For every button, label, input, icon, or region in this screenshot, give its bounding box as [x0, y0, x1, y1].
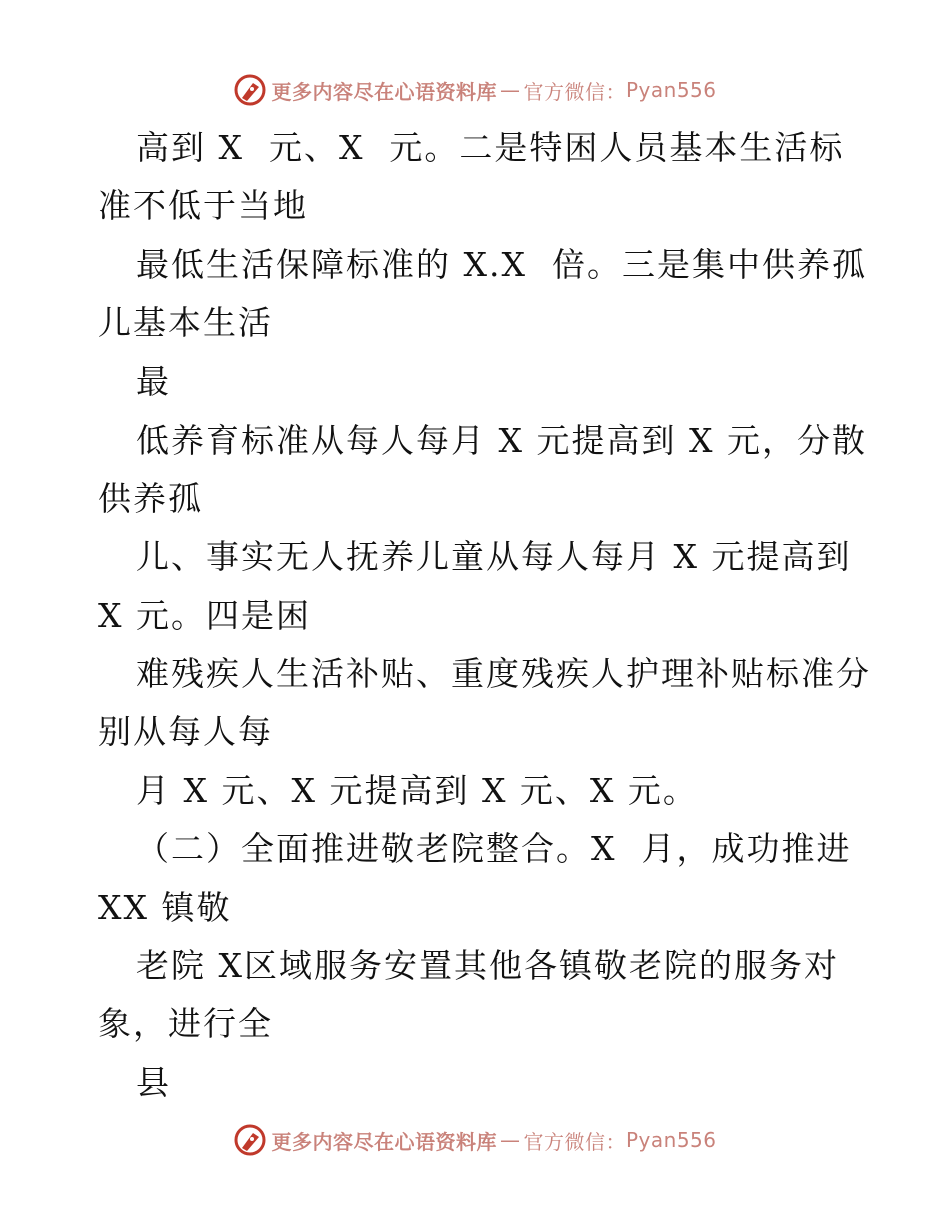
- footer-wechat-label: 官方微信：: [523, 1129, 626, 1154]
- text-line: 准不低于当地: [98, 186, 308, 225]
- text-line: 别从每人每: [98, 712, 273, 751]
- footer-title: 更多内容尽在心语资料库: [271, 1129, 497, 1154]
- text-line: 儿基本生活: [98, 303, 273, 342]
- text-line: X 元。四是困: [98, 596, 311, 635]
- header-dash: —: [499, 78, 521, 102]
- text-line: 难残疾人生活补贴、重度残疾人护理补贴标准分: [136, 654, 871, 693]
- text-line: 高到 X 元、X 元。二是特困人员基本生活标: [136, 128, 845, 167]
- footer-wechat-id: Pyan556: [625, 1128, 717, 1152]
- header-wechat-id: Pyan556: [625, 78, 717, 102]
- text-line: 象，进行全: [98, 1004, 273, 1043]
- footer-dash: —: [499, 1128, 521, 1152]
- header-wechat-label: 官方微信：: [523, 79, 626, 104]
- footer-banner: [0, 1120, 950, 1160]
- text-line: （二）全面推进敬老院整合。X 月，成功推进: [136, 829, 852, 868]
- header-title: 更多内容尽在心语资料库: [271, 79, 497, 104]
- text-line: 月 X 元、X 元提高到 X 元、X 元。: [136, 771, 698, 810]
- text-line: 低养育标准从每人每月 X 元提高到 X 元，分散: [136, 421, 867, 460]
- text-line: 供养孤: [98, 479, 203, 518]
- header-banner: [0, 70, 950, 110]
- text-line: 老院 X区域服务安置其他各镇敬老院的服务对: [136, 946, 839, 985]
- text-line: 县: [136, 1063, 171, 1102]
- text-line: 最: [136, 362, 171, 401]
- pen-nib-logo-icon: [233, 73, 267, 107]
- text-line: 儿、事实无人抚养儿童从每人每月 X 元提高到: [136, 537, 852, 576]
- text-line: 最低生活保障标准的 X.X 倍。三是集中供养孤: [136, 245, 867, 284]
- text-line: XX 镇敬: [98, 888, 232, 927]
- pen-nib-logo-icon: [233, 1123, 267, 1157]
